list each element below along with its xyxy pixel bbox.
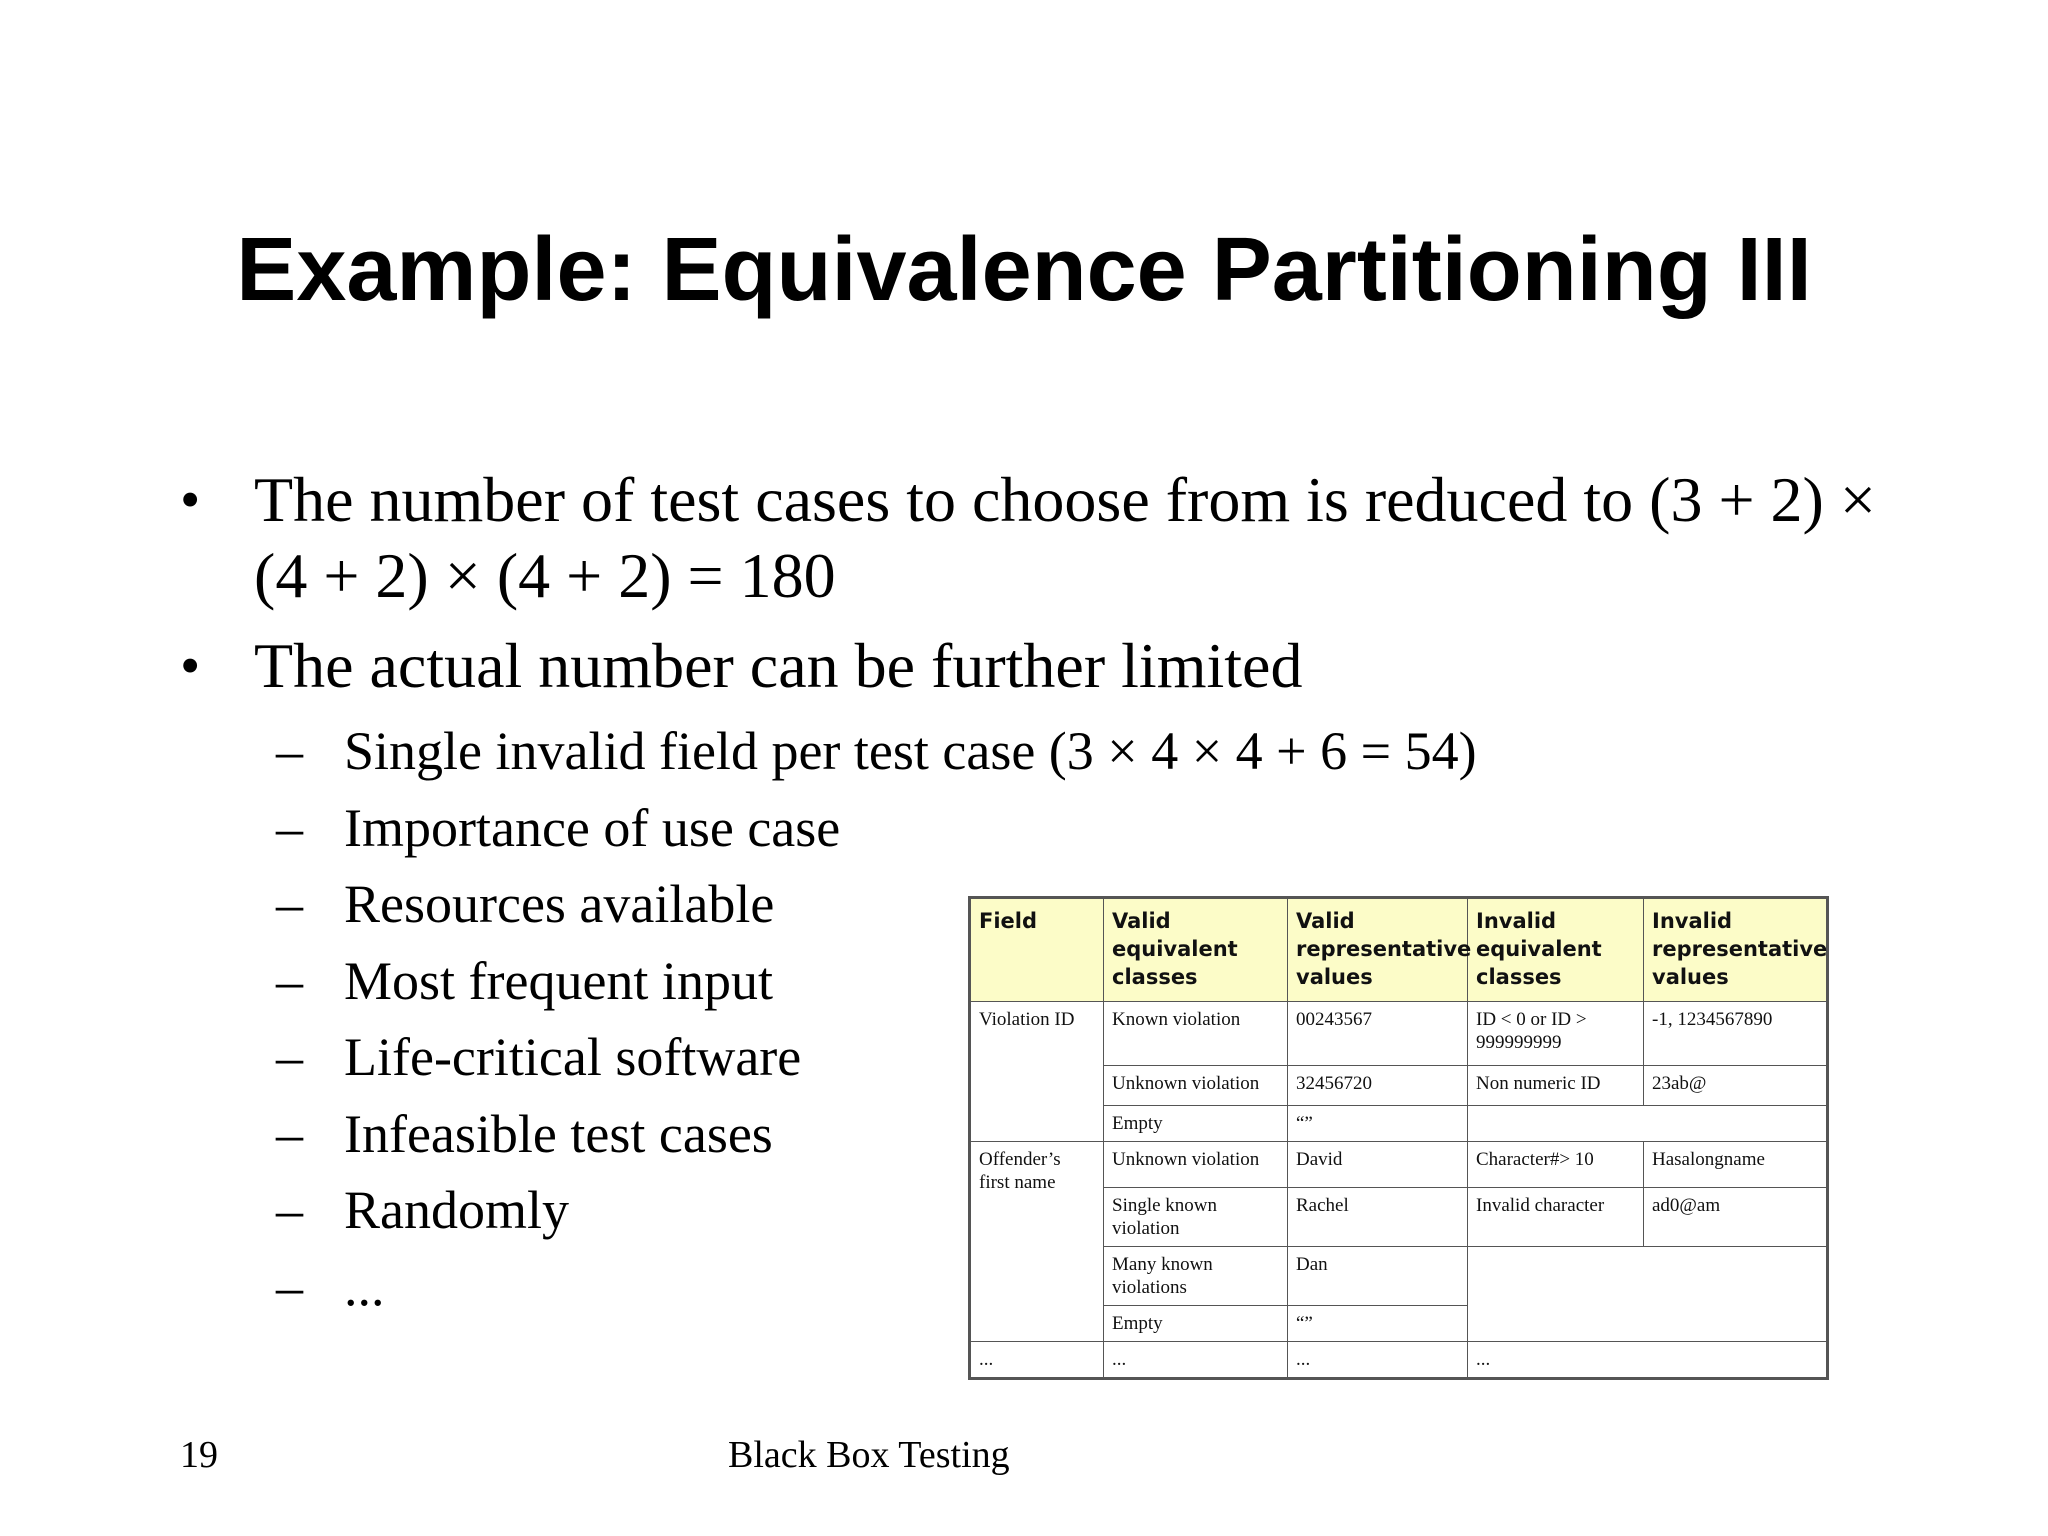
table-header-cell: Invalid representative values (1644, 898, 1828, 1002)
bullet-marker: • (180, 467, 201, 532)
table-cell: Single known violation (1104, 1188, 1288, 1247)
table-cell: Known violation (1104, 1002, 1288, 1066)
table-cell: -1, 1234567890 (1644, 1002, 1828, 1066)
table-header-row (970, 898, 1828, 1002)
sub-bullet-marker: – (276, 1256, 303, 1317)
table-header-cell: Invalid equivalent classes (1468, 898, 1644, 1002)
sub-bullet-text: Importance of use case (344, 797, 841, 858)
table-cell: 32456720 (1288, 1066, 1468, 1106)
bullet-text: The number of test cases to choose from is reduced to (3 + 2) × (4 + 2) × (4 + 2) = 180 (254, 464, 1876, 611)
footer-title: Black Box Testing (728, 1434, 1010, 1476)
table-cell: “” (1288, 1306, 1468, 1342)
table-header-cell: Valid representative values (1288, 898, 1468, 1002)
table-cell: ad0@am (1644, 1188, 1828, 1247)
table-row (970, 1002, 1828, 1066)
sub-bullet-marker: – (276, 1103, 303, 1164)
table-cell: Rachel (1288, 1188, 1468, 1247)
sub-bullet-text: Single invalid field per test case (3 × 4 × 4 + 6 = 54) (344, 721, 1477, 781)
table-cell: Non numeric ID (1468, 1066, 1644, 1106)
sub-bullet-marker: – (276, 874, 303, 934)
table-cell-empty (1468, 1247, 1828, 1342)
bullet-item (180, 462, 1880, 614)
slide-title: Example: Equivalence Partitioning III (236, 220, 1812, 320)
table-cell: ... (970, 1342, 1104, 1379)
sub-bullet-marker: – (276, 1027, 303, 1087)
sub-bullet-marker: – (276, 721, 303, 781)
table-cell: Unknown violation (1104, 1142, 1288, 1188)
table-row (970, 1342, 1828, 1379)
table-cell: ... (1104, 1342, 1288, 1379)
sub-bullet-text: ... (344, 1256, 385, 1317)
sub-bullet-text: Life-critical software (344, 1027, 802, 1087)
slide-number: 19 (180, 1434, 218, 1476)
sub-bullet-text: Most frequent input (344, 950, 773, 1011)
table-cell: ID < 0 or ID > 999999999 (1468, 1002, 1644, 1066)
table-cell: Many known violations (1104, 1247, 1288, 1306)
table-cell: Invalid character (1468, 1188, 1644, 1247)
sub-bullet-marker: – (276, 1180, 303, 1240)
sub-bullet-marker: – (276, 950, 303, 1011)
equivalence-table (968, 896, 1829, 1380)
table-cell: Dan (1288, 1247, 1468, 1306)
table-cell: Empty (1104, 1106, 1288, 1142)
table-cell: David (1288, 1142, 1468, 1188)
sub-bullet-item (276, 790, 1477, 867)
equivalence-table-container (968, 896, 1826, 1380)
table-cell-field: Violation ID (970, 1002, 1104, 1142)
table-header-cell: Valid equivalent classes (1104, 898, 1288, 1002)
sub-bullet-text: Resources available (344, 874, 775, 934)
sub-bullet-text: Infeasible test cases (344, 1103, 773, 1164)
table-cell: Hasalongname (1644, 1142, 1828, 1188)
table-cell-field: Offender’s first name (970, 1142, 1104, 1342)
bullet-text: The actual number can be further limited (254, 630, 1303, 701)
table-cell: 23ab@ (1644, 1066, 1828, 1106)
table-cell: ... (1468, 1342, 1828, 1379)
sub-bullet-text: Randomly (344, 1180, 569, 1240)
bullet-marker: • (180, 633, 201, 698)
table-cell: 00243567 (1288, 1002, 1468, 1066)
table-header-cell: Field (970, 898, 1104, 1002)
sub-bullet-item (276, 713, 1477, 790)
table-cell: “” (1288, 1106, 1468, 1142)
table-cell: ... (1288, 1342, 1468, 1379)
bullet-item (180, 628, 1880, 704)
table-cell-empty (1468, 1106, 1828, 1142)
table-cell: Character#> 10 (1468, 1142, 1644, 1188)
bullet-list (180, 462, 1880, 718)
table-cell: Empty (1104, 1306, 1288, 1342)
table-row (970, 1142, 1828, 1188)
table-cell: Unknown violation (1104, 1066, 1288, 1106)
sub-bullet-marker: – (276, 797, 303, 858)
